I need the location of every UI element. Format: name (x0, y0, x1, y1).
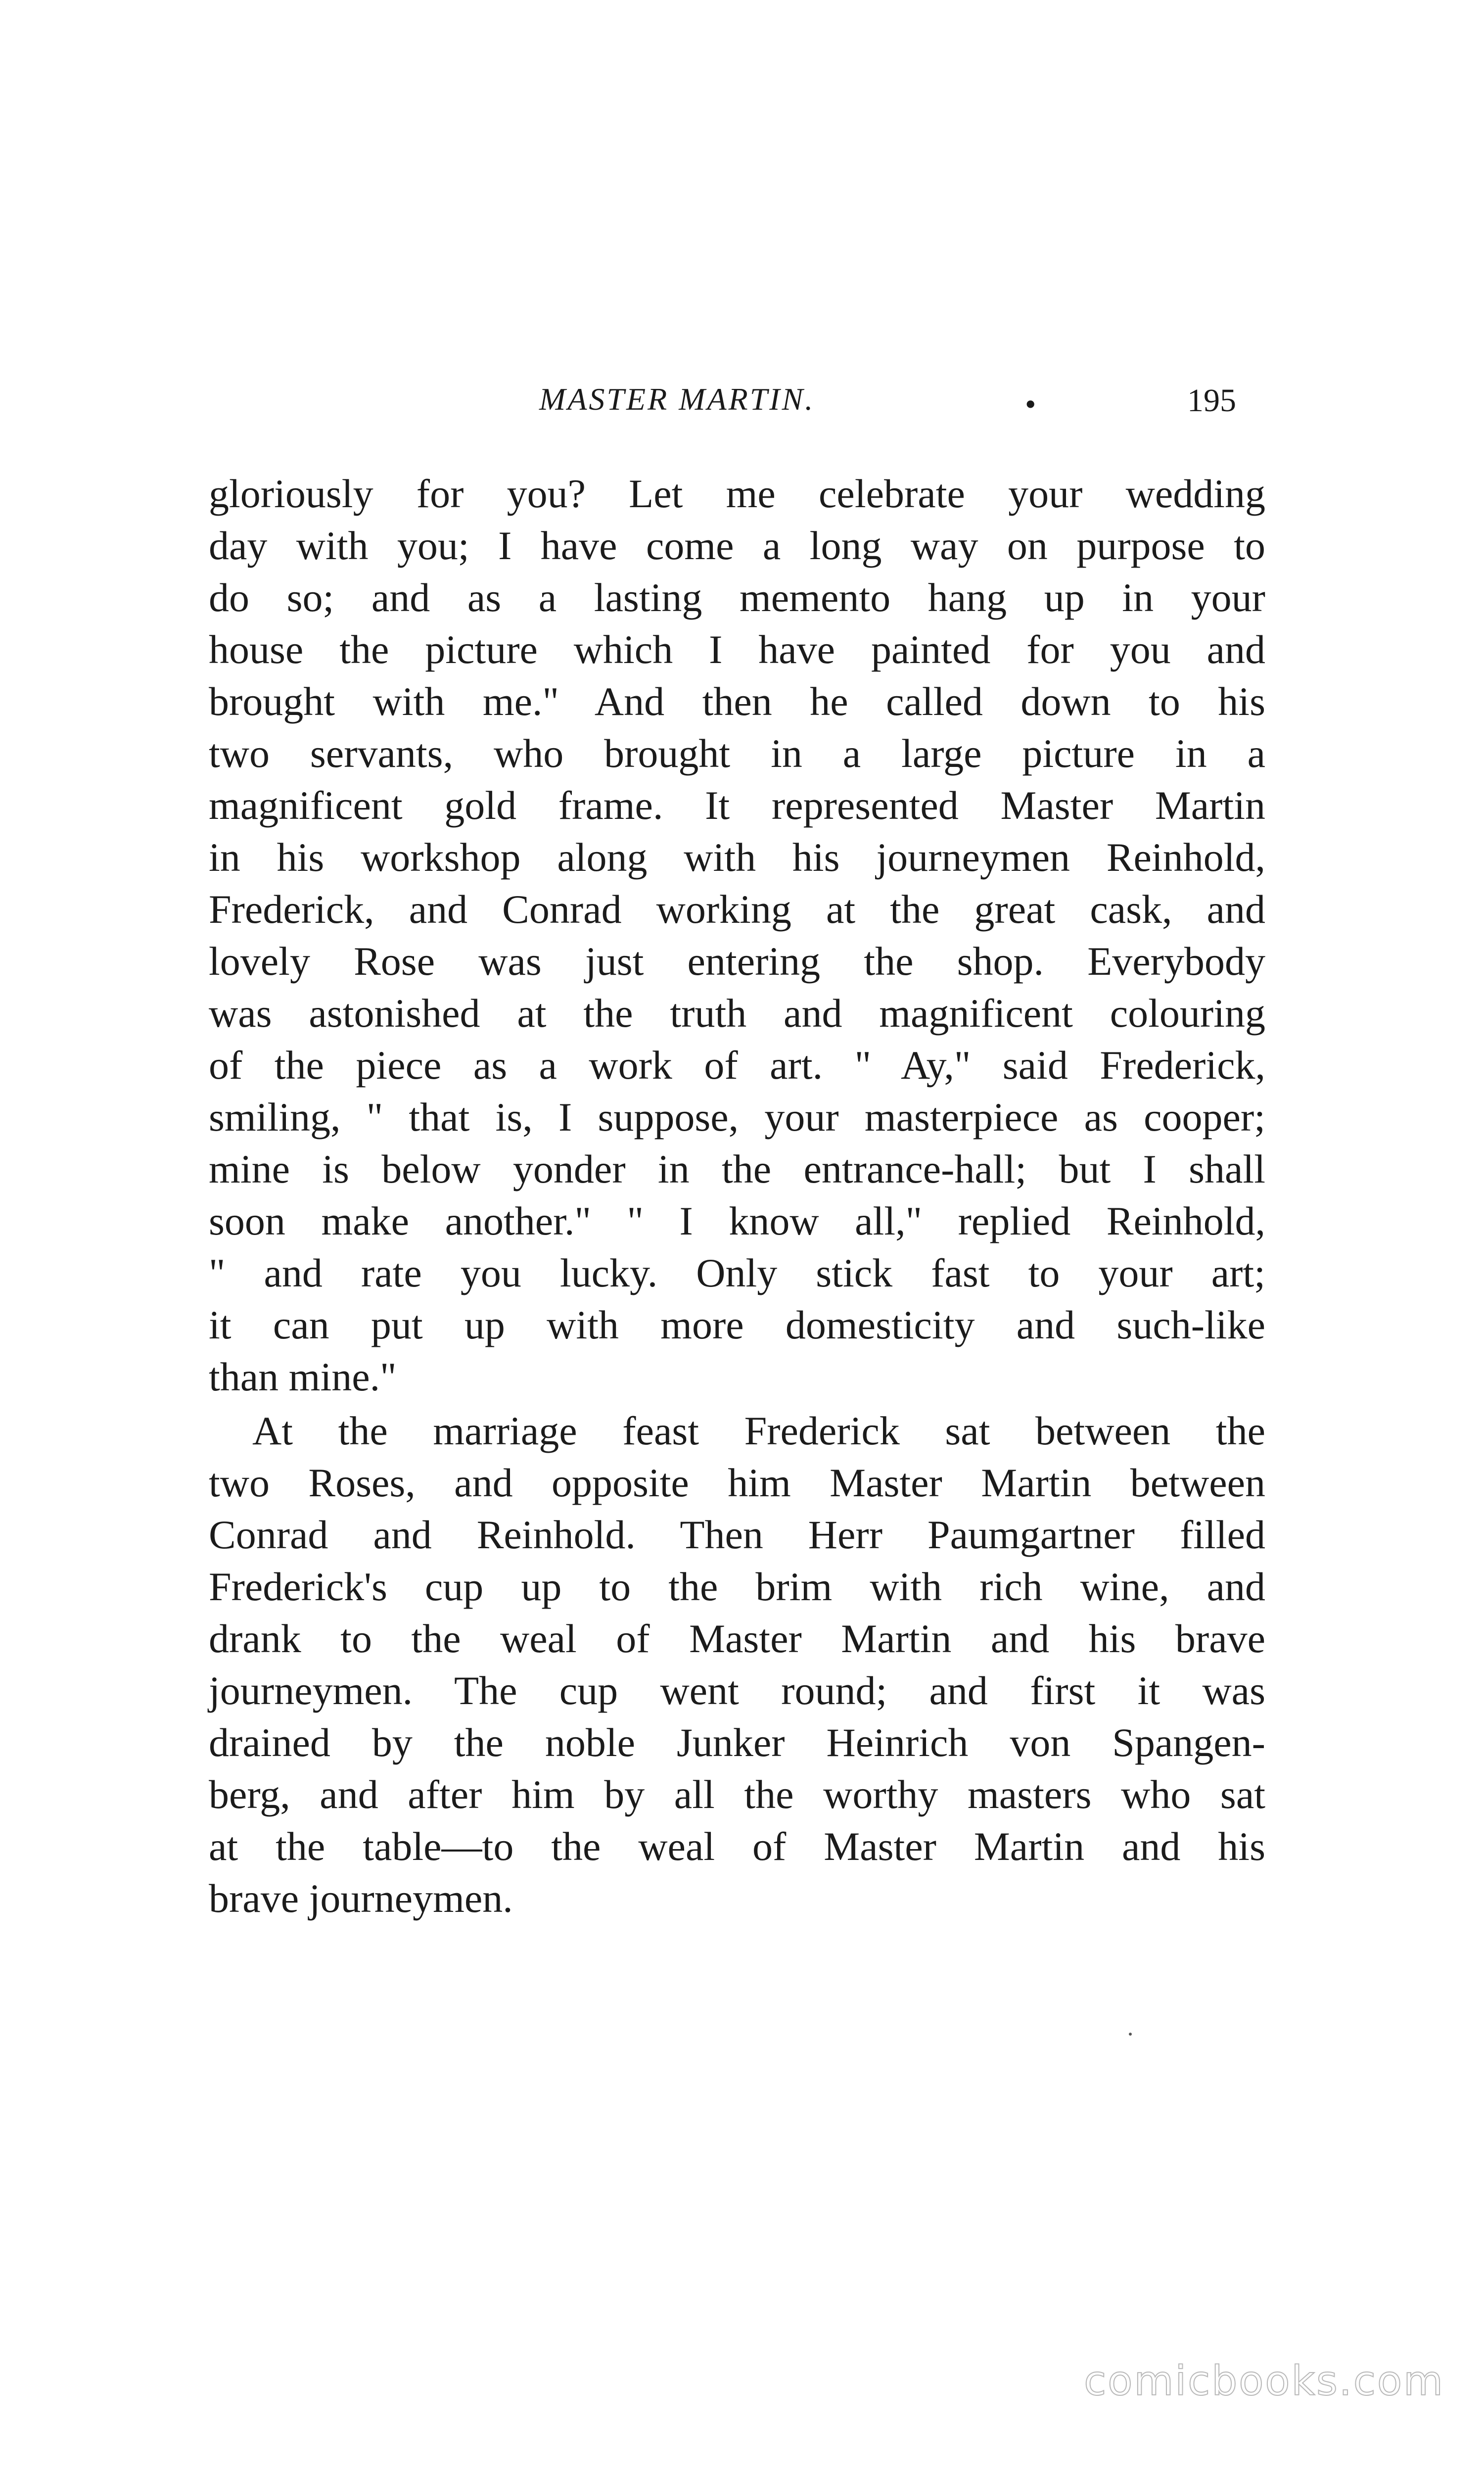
text-line: berg, and after him by all the worthy masters who sat (209, 1772, 1265, 1817)
text-line: it can put up with more domesticity and such-like (209, 1302, 1265, 1347)
text-line: Frederick's cup up to the brim with rich wine, and (209, 1564, 1265, 1609)
text-line: brought with me." And then he called down to his (209, 679, 1265, 724)
text-line: of the piece as a work of art. " Ay," said Frederick, (209, 1043, 1265, 1088)
text-line: journeymen. The cup went round; and first it was (209, 1668, 1265, 1713)
running-title: MASTER MARTIN. (539, 381, 815, 417)
body-text (209, 468, 1265, 1924)
text-line: lovely Rose was just entering the shop. Everybody (209, 939, 1265, 984)
text-line: magnificent gold frame. It represented Master Martin (209, 783, 1265, 828)
ink-speck (1129, 2033, 1132, 2036)
header-separator: • (1025, 386, 1036, 422)
text-line: at the table—to the weal of Master Martin and his (209, 1824, 1265, 1869)
text-line: house the picture which I have painted for you and (209, 627, 1265, 672)
text-line: mine is below yonder in the entrance-hall; but I shall (209, 1146, 1265, 1191)
text-line: do so; and as a lasting memento hang up in your (209, 575, 1265, 620)
text-line: was astonished at the truth and magnificent colouring (209, 991, 1265, 1036)
text-line: brave journeymen. (209, 1876, 513, 1921)
paragraph (209, 468, 1265, 1403)
text-line: gloriously for you? Let me celebrate your wedding (209, 471, 1265, 516)
watermark: comicbooks.com (1084, 2358, 1444, 2405)
text-line: in his workshop along with his journeymen Reinhold, (209, 835, 1265, 880)
text-line: smiling, " that is, I suppose, your masterpiece as cooper; (209, 1094, 1265, 1140)
text-line: day with you; I have come a long way on purpose to (209, 523, 1265, 568)
paragraph (209, 1405, 1265, 1924)
text-line: " and rate you lucky. Only stick fast to your art; (209, 1250, 1265, 1295)
page-number: 195 (1187, 382, 1236, 419)
text-line: two servants, who brought in a large picture in a (209, 731, 1265, 776)
text-line: Conrad and Reinhold. Then Herr Paumgartner filled (209, 1512, 1265, 1557)
text-line: drained by the noble Junker Heinrich von Spangen- (209, 1720, 1265, 1765)
text-line: Frederick, and Conrad working at the great cask, and (209, 887, 1265, 932)
text-line: than mine." (209, 1354, 397, 1399)
text-line: At the marriage feast Frederick sat between the (252, 1408, 1265, 1453)
text-line: drank to the weal of Master Martin and his brave (209, 1616, 1265, 1661)
text-line: two Roses, and opposite him Master Martin between (209, 1460, 1265, 1505)
text-line: soon make another." " I know all," replied Reinhold, (209, 1198, 1265, 1243)
